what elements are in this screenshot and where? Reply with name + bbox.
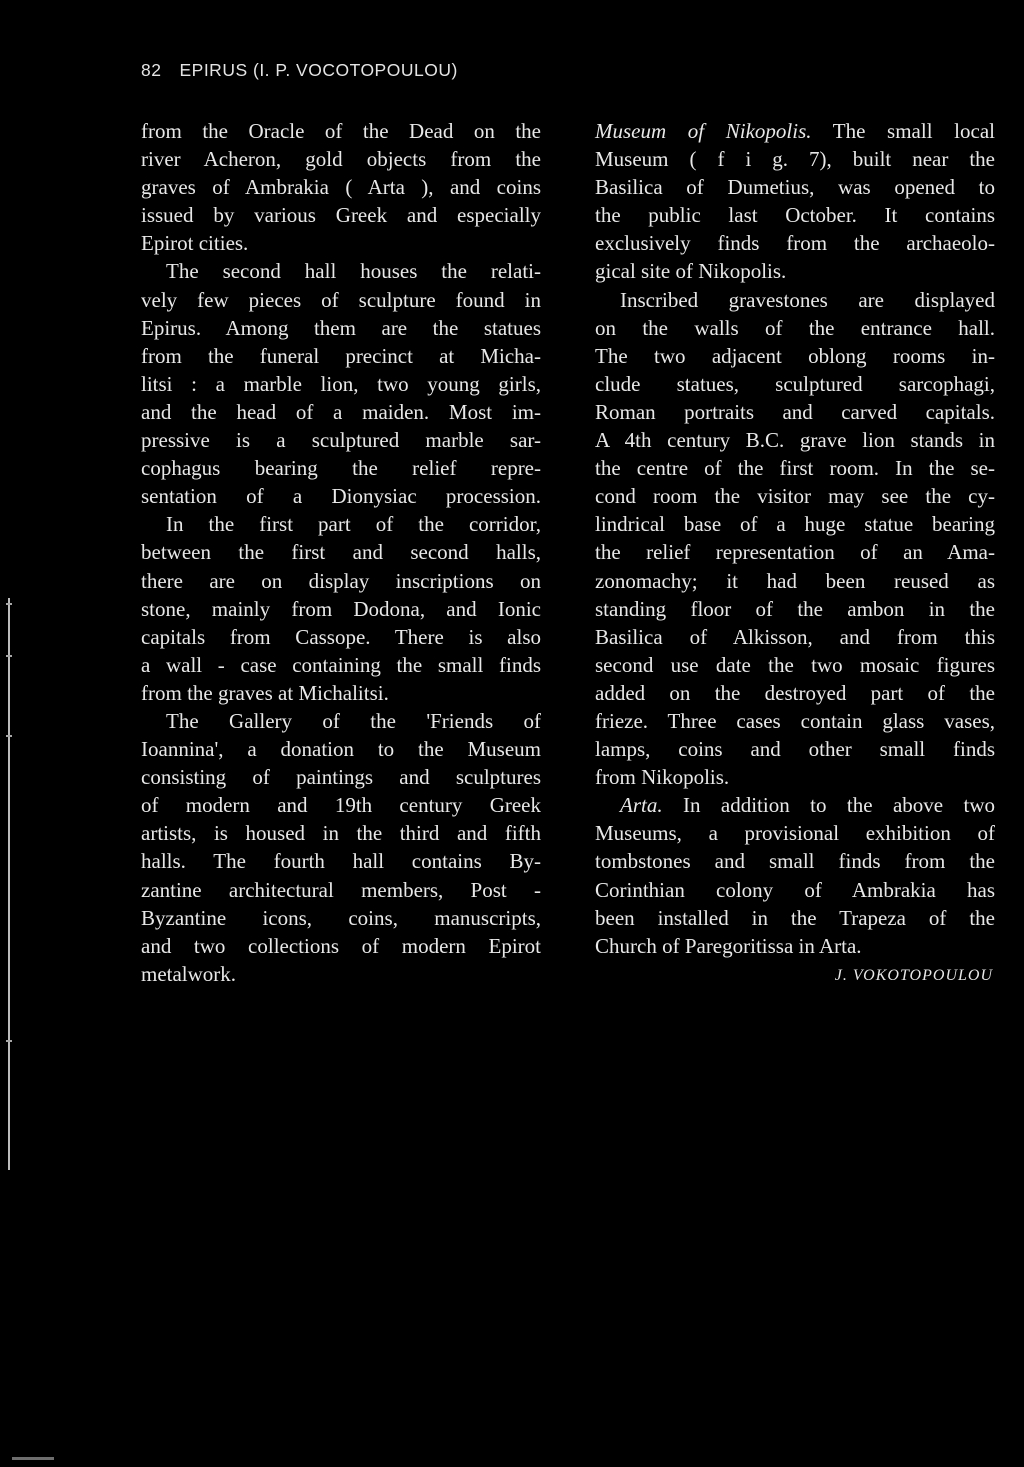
text-line: vely few pieces of sculpture found in xyxy=(141,287,541,312)
text-line xyxy=(595,791,995,819)
text-line: of modern and 19th century Greek xyxy=(141,793,541,818)
text-line: on the walls of the entrance hall. xyxy=(595,315,995,340)
text-line: Museum ( f i g. 7), built near the xyxy=(595,147,995,172)
text-line: halls. The fourth hall contains By- xyxy=(141,849,541,874)
text-line: the public last October. It contains xyxy=(595,203,995,228)
text-line: tombstones and small finds from the xyxy=(595,849,995,874)
line-text: The small local xyxy=(811,119,995,143)
scan-edge-mark xyxy=(12,1457,54,1460)
text-line: cond room the visitor may see the cy- xyxy=(595,484,995,509)
text-line: capitals from Cassope. There is also xyxy=(141,624,541,649)
text-line: river Acheron, gold objects from the xyxy=(141,147,541,172)
text-line: exclusively finds from the archaeolo- xyxy=(595,231,995,256)
text-line: gical site of Nikopolis. xyxy=(595,259,787,284)
text-line: Byzantine icons, coins, manuscripts, xyxy=(141,905,541,930)
text-line: The two adjacent oblong rooms in- xyxy=(595,343,995,368)
text-line: consisting of paintings and sculptures xyxy=(141,765,541,790)
text-line: between the first and second halls, xyxy=(141,540,541,565)
italic-heading: Museum of Nikopolis. xyxy=(595,119,812,143)
running-header xyxy=(141,60,458,81)
text-line: Corinthian colony of Ambrakia has xyxy=(595,877,995,902)
text-line: second use date the two mosaic figures xyxy=(595,652,995,677)
scan-edge-tick xyxy=(6,603,12,605)
text-line: the relief representation of an Ama- xyxy=(595,540,995,565)
text-line: The second hall houses the relati- xyxy=(166,259,541,284)
right-column xyxy=(595,117,995,988)
text-line: Epirot cities. xyxy=(141,231,249,256)
scan-edge-tick xyxy=(6,1040,12,1042)
text-line: a wall - case containing the small finds xyxy=(141,652,541,677)
text-line: from the Oracle of the Dead on the xyxy=(141,119,541,143)
text-line: standing floor of the ambon in the xyxy=(595,596,995,621)
text-line: Epirus. Among them are the statues xyxy=(141,315,541,340)
text-line: issued by various Greek and especially xyxy=(141,203,541,228)
text-line: from Nikopolis. xyxy=(595,765,730,790)
text-line: lamps, coins and other small finds xyxy=(595,737,995,762)
text-line: stone, mainly from Dodona, and Ionic xyxy=(141,596,541,621)
italic-heading: Arta. xyxy=(620,793,663,818)
text-line: lindrical base of a huge statue bearing xyxy=(595,512,995,537)
scan-edge-line xyxy=(8,598,10,1170)
text-line: The Gallery of the 'Friends of xyxy=(166,708,541,733)
text-line: and the head of a maiden. Most im- xyxy=(141,399,541,424)
text-line: cophagus bearing the relief repre- xyxy=(141,456,541,481)
text-line: A 4th century B.C. grave lion stands in xyxy=(595,428,995,453)
text-line: the centre of the first room. In the se- xyxy=(595,456,995,481)
text-line: Inscribed gravestones are displayed xyxy=(620,287,995,312)
text-line: zantine architectural members, Post - xyxy=(141,877,541,902)
scan-edge-tick xyxy=(6,655,12,657)
text-line: been installed in the Trapeza of the xyxy=(595,905,995,930)
text-line: frieze. Three cases contain glass vases, xyxy=(595,708,995,733)
text-line: metalwork. xyxy=(141,961,237,986)
line-text: In addition to the above two xyxy=(662,793,995,818)
text-line xyxy=(595,117,995,145)
text-line: pressive is a sculptured marble sar- xyxy=(141,428,541,453)
text-line: there are on display inscriptions on xyxy=(141,568,541,593)
text-line: Basilica of Alkisson, and from this xyxy=(595,624,995,649)
text-line: In the first part of the corridor, xyxy=(166,512,541,537)
text-line: Museums, a provisional exhibition of xyxy=(595,821,995,846)
running-title: EPIRUS (I. P. VOCOTOPOULOU) xyxy=(179,60,458,80)
text-line: Basilica of Dumetius, was opened to xyxy=(595,175,995,200)
text-line: artists, is housed in the third and fifth xyxy=(141,821,541,846)
text-line: clude statues, sculptured sarcophagi, xyxy=(595,371,995,396)
left-column xyxy=(141,117,541,988)
text-line: graves of Ambrakia ( Arta ), and coins xyxy=(141,175,541,200)
text-line: zonomachy; it had been reused as xyxy=(595,568,995,593)
text-line: Roman portraits and carved capitals. xyxy=(595,399,995,424)
author-signature: J. VOKOTOPOULOU xyxy=(834,966,993,984)
text-line: from the funeral precinct at Micha- xyxy=(141,343,541,368)
page-number: 82 xyxy=(141,60,162,80)
text-line: litsi : a marble lion, two young girls, xyxy=(141,371,541,396)
text-line: from the graves at Michalitsi. xyxy=(141,680,389,705)
text-line: Church of Paregoritissa in Arta. xyxy=(595,933,862,958)
text-line: and two collections of modern Epirot xyxy=(141,933,541,958)
scan-edge-tick xyxy=(6,735,12,737)
text-line: added on the destroyed part of the xyxy=(595,680,995,705)
text-line: sentation of a Dionysiac procession. xyxy=(141,484,541,509)
text-line: Ioannina', a donation to the Museum xyxy=(141,737,541,762)
